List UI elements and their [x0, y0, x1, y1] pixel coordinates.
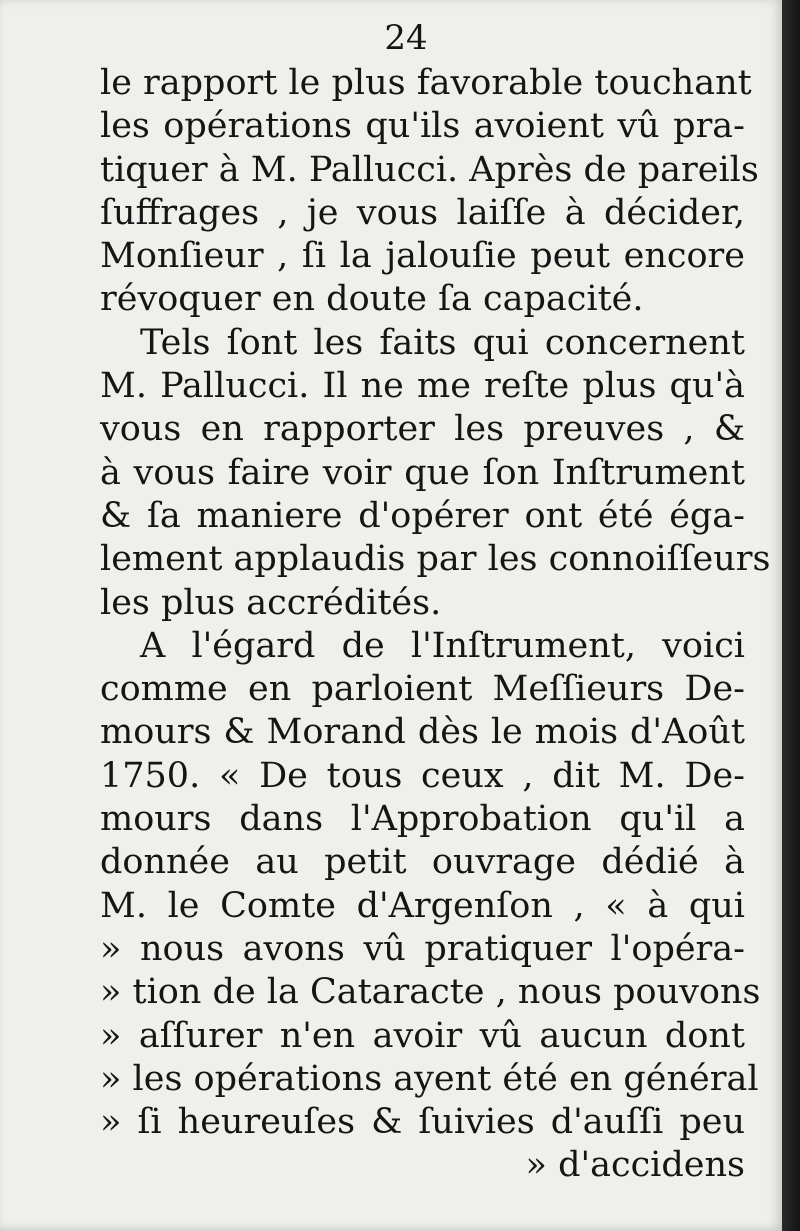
text-line: » aſſurer n'en avoir vû aucun dont	[100, 1015, 745, 1056]
body-text	[100, 62, 771, 1188]
page-number: 24	[384, 18, 428, 58]
catchword: » d'accidens	[525, 1145, 745, 1186]
text-line: mours dans l'Approbation qu'il a	[100, 799, 745, 840]
text-line: tiquer à M. Pallucci. Après de pareils	[100, 149, 759, 190]
text-line: A l'égard de l'Inſtrument, voici	[140, 625, 745, 666]
text-line: les plus accrédités.	[100, 582, 442, 623]
text-line: le rapport le plus favorable touchant	[100, 63, 752, 103]
text-line: » nous avons vû pratiquer l'opéra-	[100, 928, 745, 969]
text-line: lement applaudis par les connoiſſeurs	[100, 539, 771, 580]
text-line: M. le Comte d'Argenſon , « à qui	[100, 885, 745, 926]
text-line: & ſa maniere d'opérer ont été éga-	[100, 495, 745, 536]
text-line: mours & Morand dès le mois d'Août	[100, 712, 745, 753]
text-line: à vous faire voir que ſon Inſtrument	[100, 452, 745, 493]
text-line: ſuffrages , je vous laiſſe à décider,	[100, 192, 745, 233]
text-line: M. Pallucci. Il ne me reſte plus qu'à	[100, 366, 745, 407]
text-line: donnée au petit ouvrage dédié à	[100, 842, 745, 883]
text-line: » les opérations ayent été en général	[100, 1058, 759, 1099]
text-line: 1750. « De tous ceux , dit M. De-	[100, 755, 745, 796]
text-line: révoquer en doute ſa capacité.	[100, 279, 644, 320]
text-line: » tion de la Cataracte , nous pouvons	[100, 972, 761, 1013]
text-line: Monſieur , ſi la jalouſie peut encore	[100, 236, 745, 277]
page-edge-shadow	[782, 0, 800, 1231]
text-line: » ſi heureuſes & ſuivies d'auſſi peu	[100, 1102, 745, 1143]
text-line: comme en parloient Meſſieurs De-	[100, 669, 745, 710]
text-line: les opérations qu'ils avoient vû pra-	[100, 106, 745, 147]
text-line: vous en rapporter les preuves , &	[100, 409, 745, 450]
text-line: Tels ſont les faits qui concernent	[140, 322, 745, 363]
